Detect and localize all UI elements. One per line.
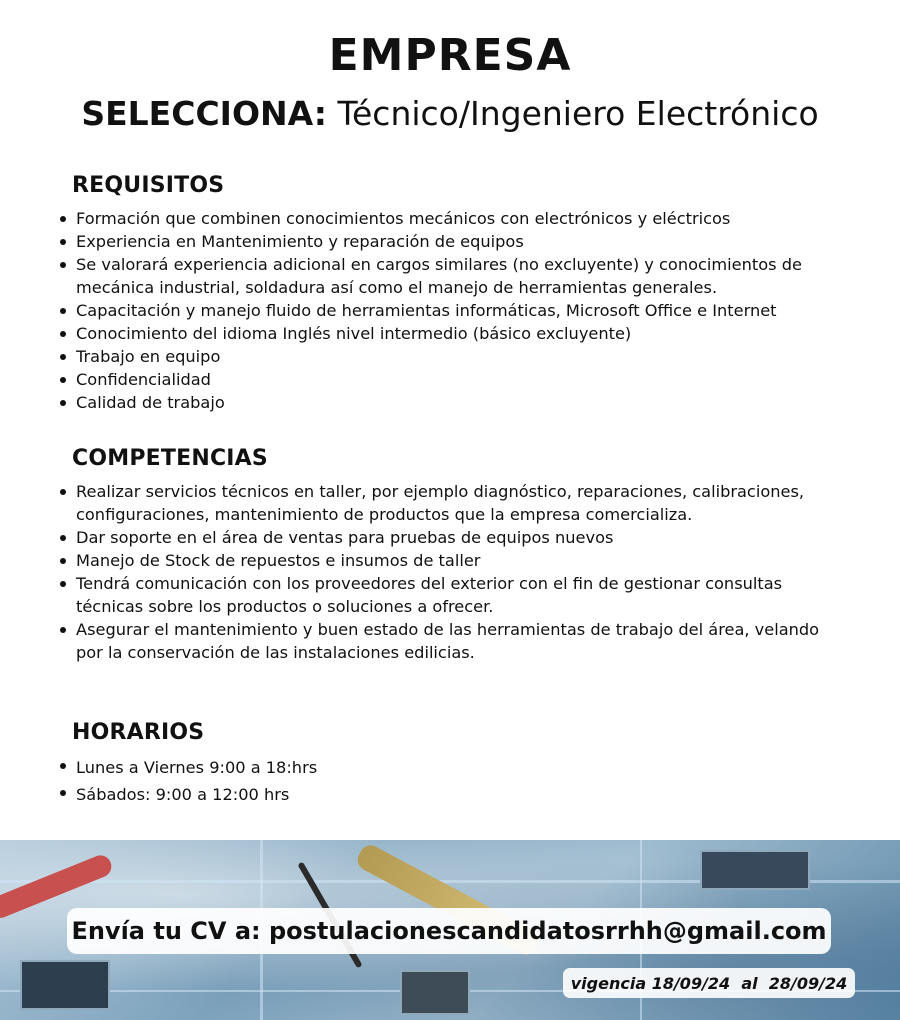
list-item: Calidad de trabajo [58,391,858,414]
cv-email-banner [67,908,831,954]
list-item: Manejo de Stock de repuestos e insumos de taller [58,549,848,572]
list-item: Tendrá comunicación con los proveedores del exterior con el fin de gestionar consultas técnicas sobre los productos o soluciones a ofrecer. [58,572,848,618]
requisitos-heading: REQUISITOS [72,173,225,198]
select-label: SELECCIONA: [81,94,327,133]
pcb-chip [20,960,110,1010]
position-name: Técnico/Ingeniero Electrónico [326,94,819,133]
list-item: Dar soporte en el área de ventas para pruebas de equipos nuevos [58,526,848,549]
list-item: Se valorará experiencia adicional en cargos similares (no excluyente) y conocimientos de mecánica industrial, soldadura así como el manejo de herramientas generales. [58,253,858,299]
vigencia-text: vigencia 18/09/24 al 28/09/24 [570,973,848,993]
requisitos-list [58,207,858,414]
competencias-list [58,480,848,664]
list-item: Formación que combinen conocimientos mecánicos con electrónicos y eléctricos [58,207,858,230]
company-title: EMPRESA [328,30,572,81]
competencias-section [0,446,900,664]
list-item: Confidencialidad [58,368,858,391]
list-item: Realizar servicios técnicos en taller, por ejemplo diagnóstico, reparaciones, calibraciones, configuraciones, mantenimiento de productos que la empresa comercializa. [58,480,848,526]
horarios-list [58,754,858,808]
list-item: Trabajo en equipo [58,345,858,368]
vigencia-badge [563,968,855,998]
list-item: Asegurar el mantenimiento y buen estado de las herramientas de trabajo del área, velando por la conservación de las instalaciones edilicias. [58,618,848,664]
horarios-heading: HORARIOS [72,720,205,745]
list-item: Capacitación y manejo fluido de herramientas informáticas, Microsoft Office e Internet [58,299,858,322]
list-item: Experiencia en Mantenimiento y reparación de equipos [58,230,858,253]
pcb-chip [400,970,470,1015]
list-item: Sábados: 9:00 a 12:00 hrs [58,781,858,808]
position-title [0,94,900,133]
list-item: Lunes a Viernes 9:00 a 18:hrs [58,754,858,781]
cv-email-text: Envía tu CV a: postulacionescandidatosrrhh@gmail.com [71,917,827,945]
horarios-section [0,720,900,808]
requisitos-section [0,173,900,414]
competencias-heading: COMPETENCIAS [72,446,268,471]
pcb-chip [700,850,810,890]
circuit-board-banner [0,840,900,1020]
list-item: Conocimiento del idioma Inglés nivel intermedio (básico excluyente) [58,322,858,345]
